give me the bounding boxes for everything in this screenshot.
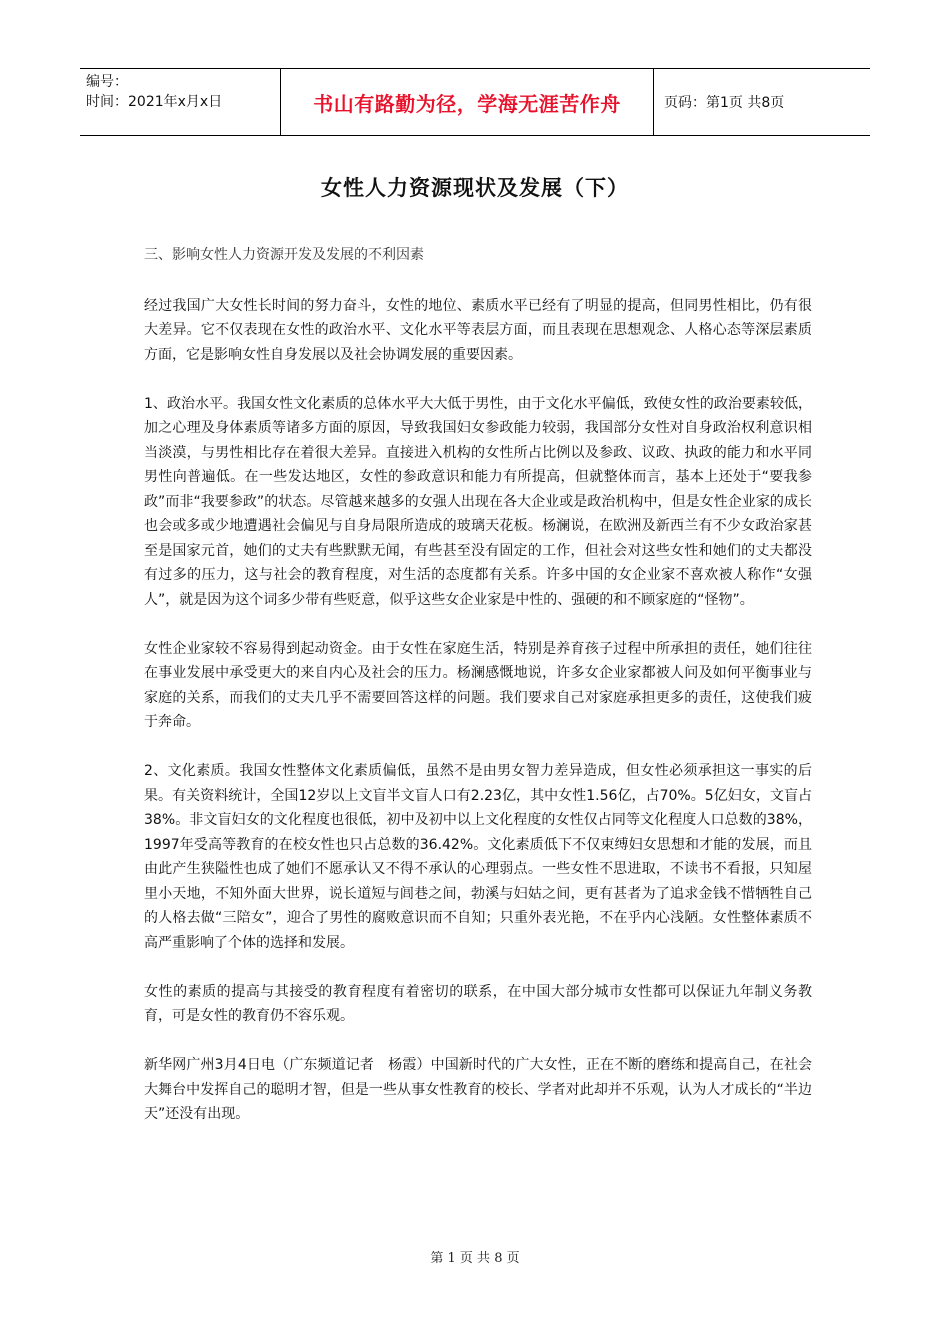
paragraph-political: 1、政治水平。我国女性文化素质的总体水平大大低于男性，由于文化水平偏低，致使女性的政治要素较低，加之心理及身体素质等诸多方面的原因，导致我国妇女参政能力较弱，我国部分女性对自身政治权利意识相当淡漠，与男性相比存在着很大差异。直接进入机构的女性所占比例以及参政、议政、执政的能力和水平同男性向普遍低。在一些发达地区，女性的参政意识和能力有所提高，但就整体而言，基本上还处于“要我参政”而非“我要参政”的状态。尽管越来越多的女强人出现在各大企业或是政治机构中，但是女性企业家的成长也会或多或少地遭遇社会偏见与自身局限所造成的玻璃天花板。杨澜说，在欧洲及新西兰有不少女政治家甚至是国家元首，她们的丈夫有些默默无闻，有些甚至没有固定的工作，但社会对这些女性和她们的丈夫都没有过多的压力，这与社会的教育程度，对生活的态度都有关系。许多中国的女企业家不喜欢被人称作“女强人”，就是因为这个词多少带有些贬意，似乎这些女企业家是中性的、强硬的和不顾家庭的“怪物”。 (144, 395, 812, 608)
header-meta (80, 69, 280, 135)
header-motto: 书山有路勤为径，学海无涯苦作舟 (280, 69, 654, 135)
paragraph-intro: 经过我国广大女性长时间的努力奋斗，女性的地位、素质水平已经有了明显的提高，但同男性相比，仍有很大差异。它不仅表现在女性的政治水平、文化水平等表层方面，而且表现在思想观念、人格心态等深层素质方面，它是影响女性自身发展以及社会协调发展的重要因素。 (144, 297, 812, 363)
paragraph-culture: 2、文化素质。我国女性整体文化素质偏低，虽然不是由男女智力差异造成，但女性必须承担这一事实的后果。有关资料统计，全国12岁以上文盲半文盲人口有2.23亿，其中女性1.56亿，占70%。5亿妇女，文盲占38%。非文盲妇女的文化程度也很低，初中及初中以上文化程度的女性仅占同等文化程度人口总数的38%，1997年受高等教育的在校女性也只占总数的36.42%。文化素质低下不仅束缚妇女思想和才能的发展，而且由此产生狭隘性也成了她们不愿承认又不得不承认的心理弱点。一些女性不思进取，不读书不看报，只知屋里小天地，不知外面大世界，说长道短与闾巷之间，勃溪与妇姑之间，更有甚者为了追求金钱不惜牺牲自己的人格去做“三陪女”，迎合了男性的腐败意识而不自知；只重外表光艳，不在乎内心浅陋。女性整体素质不高严重影响了个体的选择和发展。 (144, 763, 812, 951)
section-heading: 三、影响女性人力资源开发及发展的不利因素 (144, 247, 424, 263)
document-title: 女性人力资源现状及发展（下） (321, 176, 629, 200)
page-footer: 第 1 页 共 8 页 (430, 1251, 520, 1266)
header-time-label: 时间：2021年x月x日 (86, 94, 223, 110)
paragraph-news: 新华网广州3月4日电（广东频道记者 杨霞）中国新时代的广大女性，正在不断的磨练和提高自己，在社会大舞台中发挥自己的聪明才智，但是一些从事女性教育的校长、学者对此却并不乐观，认为人才成长的“半边天”还没有出现。 (144, 1057, 812, 1122)
document-body (144, 243, 812, 1151)
paragraph-entrepreneur: 女性企业家较不容易得到起动资金。由于女性在家庭生活，特别是养育孩子过程中所承担的责任，她们往往在事业发展中承受更大的来自内心及社会的压力。杨澜感慨地说，许多女企业家都被人问及如何平衡事业与家庭的关系，而我们的丈夫几乎不需要回答这样的问题。我们要求自己对家庭承担更多的责任，这使我们疲于奔命。 (144, 640, 812, 730)
header-page-info: 页码：第1页 共8页 (664, 95, 785, 111)
document-header (80, 68, 870, 136)
header-number-label: 编号： (86, 74, 128, 90)
paragraph-education: 女性的素质的提高与其接受的教育程度有着密切的联系，在中国大部分城市女性都可以保证九年制义务教育，可是女性的教育仍不容乐观。 (144, 983, 812, 1024)
